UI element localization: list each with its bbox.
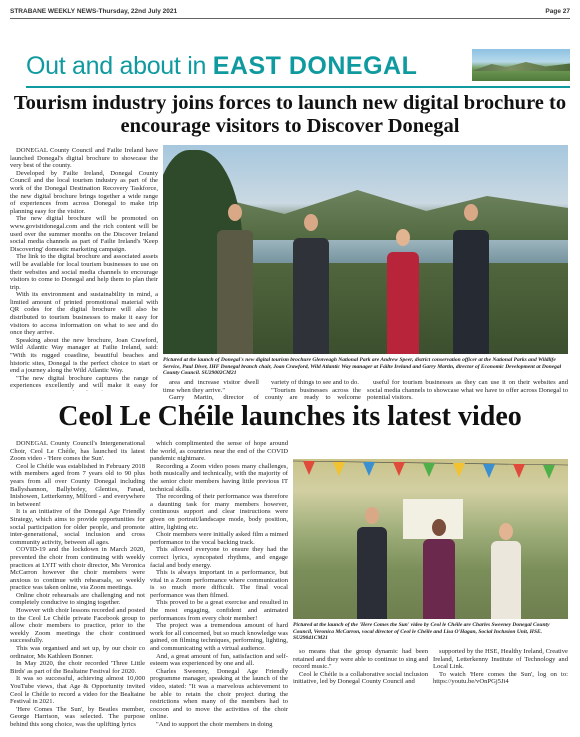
paragraph: It was so successful, achieving almost 10,000 YouTube views, that Age & Opportunity invited Ceol le Chéile to record a video for the Bealtaine Festival in 2021. [10, 675, 145, 706]
paragraph: The new digital brochure will be promoted on www.govisitdonegal.com and the rich content will be used over the summer months on the Discover Ireland social media channels as part of Failte Ireland's 'Keep Discovering' domestic marketing campaign. [10, 215, 158, 253]
paragraph: Charles Sweeney, Donegal Age Friendly programme manager, speaking at the launch of the video, stated: "It was a marvelous achievement to be able to retain the choir project during the restrictions when many of the members had to cocoon and to move the activities of the choir online. [150, 667, 288, 721]
banner-landscape-image [472, 49, 570, 81]
paragraph: This proved to be a great exercise and resulted in the most engaging, confident and animated performances from every choir member! [150, 599, 288, 622]
paragraph: The project was a tremendous amount of hard work for all concerned, but so much knowledge was gained, on filming techniques, performing, lighting, and communicating with a virtual audience. [150, 622, 288, 653]
paragraph: DONEGAL County Council's Intergenerational Choir, Ceol Le Chéile, has launched its latest Zoom video - 'Here comes the Sun'. [10, 440, 145, 463]
paragraph: so means that the group dynamic had been retained and they were able to continue to sing and record music." [293, 648, 428, 671]
article1-headline: Tourism industry joins forces to launch new digital brochure to encourage visitors to Discover Donegal [13, 92, 567, 137]
paragraph: And, a great amount of fun, satisfaction and self-esteem was experienced by one and all. [150, 652, 288, 668]
paragraph: The recording of their performance was therefore a daunting task for many members however, continuous support and clear instructions were given on portrait/landscape mode, body position, attire, lighting etc. [150, 493, 288, 531]
paragraph: This allowed everyone to ensure they had the correct lyrics, syncopated rhythms, and engage facial and body energy. [150, 546, 288, 569]
article1-photo [163, 145, 568, 354]
section-title-place: EAST DONEGAL [212, 51, 418, 80]
article2-photo [293, 459, 568, 619]
page-number: Page 27 [545, 7, 570, 15]
paragraph: The link to the digital brochure and associated assets will be available for local tourism businesses to use on their websites and social media channels to encourage visitors to come to Donegal and help them to plan their trip. [10, 253, 158, 291]
paragraph: To watch 'Here comes the Sun', log on to: https://youtu.be/vOnPGj5Ji4 [433, 670, 568, 686]
article1-photo-caption: Pictured at the launch of Donegal's new digital tourism brochure Glenveagh National Park are Andrew Speer, district conservation officer at the National Parks and Wildlife Service, Paul Diver, IHF Donegal branch chair, Joan Crawford, Wild Atlantic Way manager at Fáilte Ireland and Garry Martin, director of Economic Development at Donegal County Council. SU29002CM21 [163, 357, 562, 376]
bunting-decoration [293, 459, 568, 481]
paragraph: useful for tourism businesses as they can use it on their websites and social media channels to showcase what we have to offer across Donegal to potential visitors. [367, 379, 568, 401]
paragraph: supported by the HSE, Healthy Ireland, Creative Ireland, Letterkenny Institute of Technology and Local Link. [433, 648, 568, 671]
article2-photo-caption: Pictured at the launch of the 'Here Comes the Sun' video by Ceol le Chéile are Charles Sweeney Donegal County Council, Veronica McCarron, vocal director of Ceol le Chéile and Lisa O'Hagan, Social Inclusion Unit, HSE. SU29041CM21 [293, 622, 550, 641]
paragraph: DONEGAL County Council and Failte Ireland have launched Donegal's digital brochure to showcase the very best of the county. [10, 147, 158, 170]
paragraph: 'Here Comes The Sun', by Beatles member, George Harrison, was selected. The purpose behind this song choice, was the uplifting lyrics [10, 705, 145, 728]
paragraph: area and increase visitor dwell time when they arrive." [163, 379, 259, 394]
article1-column-1 [10, 147, 158, 391]
paragraph: Garry Martin, director of [169, 394, 259, 401]
page-header [10, 4, 570, 19]
article1-column-2 [163, 379, 259, 401]
paragraph: In May 2020, the choir recorded 'Three Little Birds' as part of the Bealtaine Festival for 2020. [10, 660, 145, 675]
article2-column-2 [150, 440, 288, 730]
paragraph: "The new digital brochure captures the range of experiences excellently and will make it easy for [10, 374, 158, 390]
paragraph: which complimented the sense of hope around the world, as countries near the end of the COVID pandemic nightmare. [150, 440, 288, 463]
article2-column-4 [433, 648, 568, 730]
paragraph: Ceol le Chéile is a collaborative social inclusion initiative, led by Donegal County Council and [293, 670, 428, 686]
paragraph: With its environment and sustainability in mind, a limited amount of printed promotional material with QR codes for the digital brochure will also be distributed to tourism businesses to make it easy for visitors to access information on what to see and do once they arrive. [10, 291, 158, 337]
paragraph: Online choir rehearsals are challenging and not completely conducive to singing together. [10, 591, 145, 607]
paragraph: Choir members were initially asked film a mimed performance to the vocal backing track. [150, 531, 288, 546]
article1-column-3 [265, 379, 361, 401]
paragraph: Ceol le Chéile was established in February 2018 with members aged from 7 years old to 90 plus years from all over County Donegal including Ballyshannon, Ballybofey, Glenties, Fanad, Inishowen, Letterkenny, Milford - and everywhere in between! [10, 462, 145, 508]
paragraph: "And to support the choir members in doing [156, 720, 273, 728]
article2-column-1 [10, 440, 145, 730]
article2-column-3 [293, 648, 428, 730]
paragraph: Developed by Failte Ireland, Donegal County Council and the local tourism industry as part of the work of the Donegal Destination Recovery Taskforce, the new digital brochure brings together a wide range of experiences from across Donegal to make trip planning easy for the visitor. [10, 169, 158, 215]
paragraph: This was organised and set up, by our choir co ordinator, Ms Kathleen Bonner. [10, 645, 145, 660]
section-banner [26, 46, 570, 88]
paragraph: variety of things to see and to do. [271, 379, 359, 386]
article2-headline: Ceol Le Chéile launches its latest video [58, 401, 522, 432]
paragraph: It is an initiative of the Donegal Age Friendly Strategy, which aims to provide opportunities for social participation for older people, and promote inter-generational, social inclusion and cross community activity, between all ages. [10, 508, 145, 546]
section-title-prefix: Out and about in [26, 51, 207, 80]
paragraph: COVID-19 and the lockdown in March 2020, prevented the choir from continuing with weekly practices at LYIT with choir director, Ms Veronica McCarron however the choir members were anxious to continue with rehearsals, so weekly practice was taken online, via Zoom meetings. [10, 546, 145, 592]
section-title [26, 52, 417, 81]
paragraph: However with choir lessons recorded and posted to the Ceol Le Chéile private Facebook group to allow choir members to practice, prior to the weekly Zoom meetings the choir continued successfully. [10, 607, 145, 645]
paragraph: This is always important in a performance, but vital in a Zoom performance where communication is so much more difficult. The final vocal performance was then filmed. [150, 569, 288, 599]
article1-column-4 [367, 379, 568, 401]
paragraph: "Tourism businesses across the county are ready to welcome [265, 386, 361, 401]
paragraph: Speaking about the new brochure, Joan Crawford, Wild Atlantic Way manager at Failte Ireland, said: "With its rugged coastline, beautiful beaches and historic sites, Donegal is the perfect choice to start or end a journey along the Wild Atlantic Way. [10, 336, 158, 375]
publication-date: STRABANE WEEKLY NEWS-Thursday, 22nd July 2021 [10, 7, 178, 15]
paragraph: Recording a Zoom video poses many challenges, both musically and technically, with the majority of the senior choir members having little previous IT technical skills. [150, 462, 288, 493]
